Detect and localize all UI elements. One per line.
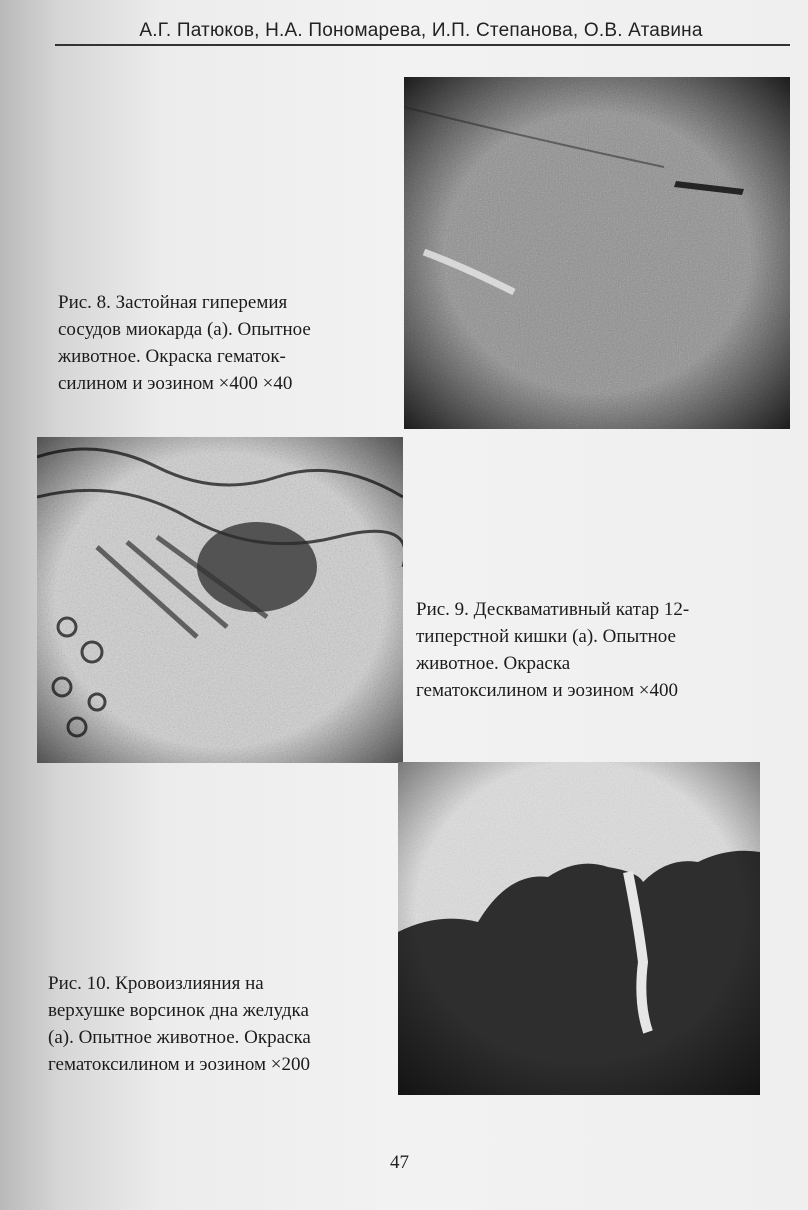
running-header: А.Г. Патюков, Н.А. Пономарева, И.П. Степанова, О.В. Атавина	[139, 20, 703, 41]
figure-10-micrograph	[398, 762, 760, 1095]
figure-10-caption	[48, 970, 311, 1078]
caption-line: животное. Окраска гематок-	[58, 346, 286, 367]
caption-line: силином и эозином ×400 ×40	[58, 373, 293, 394]
caption-line: типерстной кишки (а). Опытное	[416, 626, 676, 647]
caption-line: животное. Окраска	[416, 653, 571, 674]
figure-9-caption	[416, 596, 689, 704]
caption-line: Рис. 10. Кровоизлияния на	[48, 973, 264, 994]
caption-line: гематоксилином и эозином ×200	[48, 1054, 310, 1075]
caption-line: Рис. 8. Застойная гиперемия	[58, 292, 288, 313]
caption-line: (а). Опытное животное. Окраска	[48, 1027, 311, 1048]
caption-line: Рис. 9. Десквамативный катар 12-	[416, 599, 690, 620]
figure-8-caption	[58, 289, 311, 397]
caption-line: гематоксилином и эозином ×400	[416, 680, 678, 701]
figure-9-micrograph	[37, 437, 403, 763]
caption-line: сосудов миокарда (а). Опытное	[58, 319, 311, 340]
caption-line: верхушке ворсинок дна желудка	[48, 1000, 309, 1021]
header-rule	[55, 44, 790, 46]
page-number: 47	[390, 1152, 409, 1173]
figure-8-micrograph	[404, 77, 790, 429]
